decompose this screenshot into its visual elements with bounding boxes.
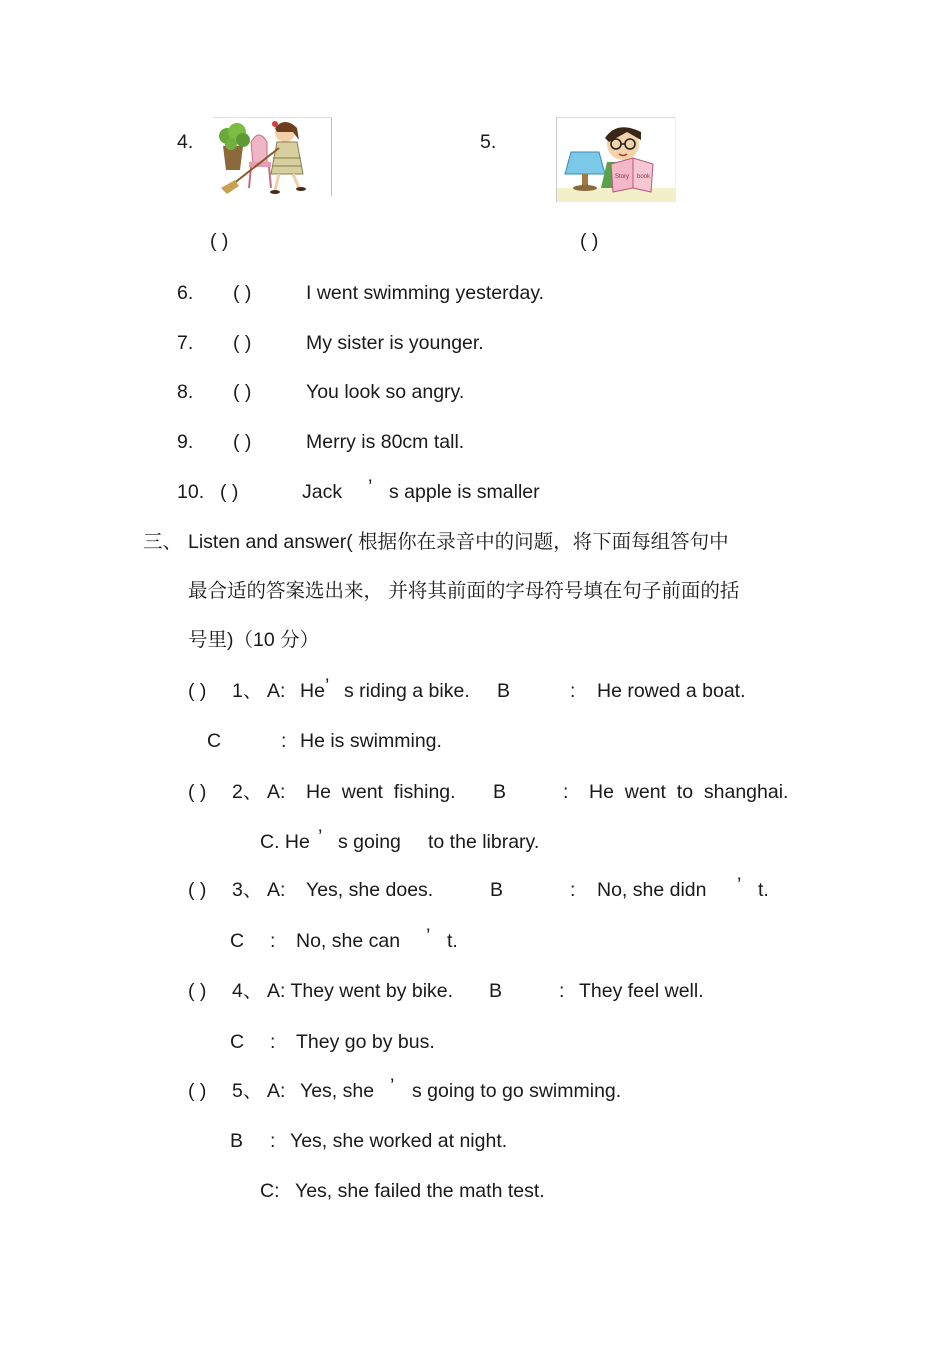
item-5-option-b-label: B [230, 1130, 244, 1152]
section-3-number: 三、 [143, 531, 183, 553]
item-5-option-b-text: Yes, she worked at night. [290, 1130, 508, 1152]
item-5-option-a-apostrophe: ’ [390, 1075, 395, 1097]
q10-number: 10. [177, 481, 205, 503]
item-1-option-a-label: A: [267, 680, 286, 702]
item-2-option-c-text-middle: s going [338, 831, 401, 853]
item-2-option-c-text-start: C. He [260, 831, 310, 853]
item-5-option-a-label: A: [267, 1080, 286, 1102]
item-5-answer-paren: ( ) [188, 1080, 207, 1102]
item-4-option-c-text: They go by bus. [296, 1031, 435, 1053]
item-4-answer-paren: ( ) [188, 980, 207, 1002]
q9-answer-paren: ( ) [233, 431, 252, 453]
item-1-option-b-text: He rowed a boat. [597, 680, 746, 702]
item-1-option-a-apostrophe: ’ [325, 675, 330, 697]
q10-apostrophe: ’ [368, 476, 373, 498]
q4-picture [213, 117, 332, 196]
item-1-option-b-colon: : [570, 680, 576, 702]
item-4-option-b-label: B [489, 980, 503, 1002]
item-1-option-a-text-end: s riding a bike. [344, 680, 470, 702]
item-1-option-b-label: B [497, 680, 511, 702]
item-5-number: 5、 [232, 1080, 263, 1102]
section-3-title-line-3: 号里)（10 分） [188, 629, 320, 651]
section-3-title-line-2: 最合适的答案选出来， 并将其前面的字母符号填在句子前面的括 [188, 580, 740, 602]
q6-answer-paren: ( ) [233, 282, 252, 304]
q6-number: 6. [177, 282, 194, 304]
item-3-option-c-apostrophe: ’ [426, 925, 431, 947]
item-3-answer-paren: ( ) [188, 879, 207, 901]
item-2-option-b-label: B [493, 781, 507, 803]
item-1-answer-paren: ( ) [188, 680, 207, 702]
item-3-option-c-text-end: t. [447, 930, 458, 952]
q10-sentence-end: s apple is smaller [389, 481, 540, 503]
item-1-option-a-text-start: He [300, 680, 325, 702]
item-3-number: 3、 [232, 879, 263, 901]
item-3-option-c-colon: : [270, 930, 276, 952]
item-4-option-b-colon: : [559, 980, 565, 1002]
q9-sentence: Merry is 80cm tall. [306, 431, 465, 453]
item-2-option-c-text-end: to the library. [428, 831, 540, 853]
q8-answer-paren: ( ) [233, 381, 252, 403]
q5-number: 5. [480, 131, 497, 153]
item-2-option-a-text: He went fishing. [306, 781, 456, 803]
item-2-option-b-colon: : [563, 781, 569, 803]
q7-sentence: My sister is younger. [306, 332, 484, 354]
item-3-option-b-colon: : [570, 879, 576, 901]
section-3-title-line-1: Listen and answer( 根据你在录音中的问题，将下面每组答句中 [188, 531, 729, 553]
q9-number: 9. [177, 431, 194, 453]
item-3-option-c-text-start: No, she can [296, 930, 401, 952]
item-2-option-a-label: A: [267, 781, 286, 803]
item-2-number: 2、 [232, 781, 263, 803]
item-3-option-b-label: B [490, 879, 504, 901]
item-3-option-a-text: Yes, she does. [306, 879, 434, 901]
item-2-option-c-apostrophe: ’ [318, 826, 323, 848]
item-1-option-c-label: C [207, 730, 222, 752]
svg-text:Story: Story [615, 174, 630, 180]
item-5-option-b-colon: : [270, 1130, 276, 1152]
q4-answer-paren: ( ) [210, 230, 229, 252]
q10-answer-paren: ( ) [220, 481, 239, 503]
item-4-number: 4、 [232, 980, 263, 1002]
item-4-option-c-label: C [230, 1031, 245, 1053]
q5-answer-paren: ( ) [580, 230, 599, 252]
item-3-option-a-label: A: [267, 879, 286, 901]
q6-sentence: I went swimming yesterday. [306, 282, 545, 304]
svg-text:book: book [637, 174, 651, 180]
item-1-option-c-text: He is swimming. [300, 730, 442, 752]
q8-number: 8. [177, 381, 194, 403]
item-5-option-c-label: C: [260, 1180, 280, 1202]
item-4-option-b-text: They feel well. [579, 980, 704, 1002]
item-5-option-a-text-end: s going to go swimming. [412, 1080, 622, 1102]
item-4-option-c-colon: : [270, 1031, 276, 1053]
item-1-number: 1、 [232, 680, 263, 702]
item-2-option-b-text: He went to shanghai. [589, 781, 789, 803]
item-3-option-b-apostrophe: ’ [737, 874, 742, 896]
item-2-answer-paren: ( ) [188, 781, 207, 803]
q8-sentence: You look so angry. [306, 381, 465, 403]
q7-number: 7. [177, 332, 194, 354]
q10-sentence-start: Jack [302, 481, 343, 503]
item-3-option-c-label: C [230, 930, 245, 952]
q5-picture [556, 117, 676, 202]
q4-number: 4. [177, 131, 194, 153]
q7-answer-paren: ( ) [233, 332, 252, 354]
item-3-option-b-text-end: t. [758, 879, 769, 901]
item-5-option-a-text-start: Yes, she [300, 1080, 375, 1102]
item-1-option-c-colon: : [281, 730, 287, 752]
item-5-option-c-text: Yes, she failed the math test. [295, 1180, 545, 1202]
item-4-option-a-text: A: They went by bike. [267, 980, 454, 1002]
item-3-option-b-text-start: No, she didn [597, 879, 707, 901]
